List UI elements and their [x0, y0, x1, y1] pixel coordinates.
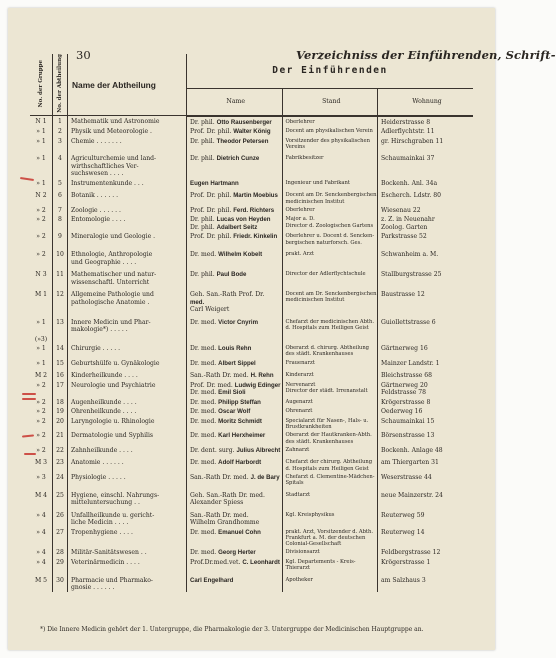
einfuehrender-name: Dr. med. Oscar Wolf: [187, 406, 283, 416]
gruppe-no: M 3: [30, 454, 53, 472]
einfuehrender-name: Dr. phil. Dietrich Cunze: [187, 150, 283, 178]
page-number: 30: [76, 48, 91, 62]
gruppe-no: » 1: [30, 150, 53, 178]
abtheilung-no: 10: [53, 246, 68, 266]
einfuehrender-stand: Kgl. Kreisphysikus: [282, 507, 378, 527]
einfuehrender-stand: Ohrenarzt: [282, 406, 378, 416]
abtheilung-name: Botanik . . . . . .: [68, 187, 187, 205]
einfuehrender-stand: Oberlehrer u. Docent d. Sencken- bergischen naturforsch. Ges.: [282, 231, 378, 246]
abtheilung-name: Allgemeine Pathologie und pathologische Anatomie .: [68, 286, 187, 314]
abtheilung-name: Mathematik und Astronomie: [68, 116, 187, 127]
abtheilung-no: 24: [53, 472, 68, 487]
einfuehrender-name: San.-Rath Dr. med. Wilhelm Grandhomme: [187, 507, 283, 527]
table-row: [30, 266, 473, 286]
einfuehrender-stand: prakt. Arzt, Vorsitzender d. Abth. Frankfurt a. M. der deutschen Colonial-Gesellschaft: [282, 527, 378, 548]
einfuehrender-wohnung: Bockenh. Anl. 34a: [381, 179, 438, 187]
page-title: Verzeichniss der Einführenden, Schrift-: [296, 48, 556, 62]
einfuehrender-name: Geh. San.-Rath Prof. Dr. med. Carl Weigert: [187, 286, 283, 314]
gruppe-no: » 2: [30, 445, 53, 455]
einfuehrender-wohnung: Schaumainkai 15: [381, 417, 435, 425]
einfuehrender-wohnung: Reuterweg 59: [381, 511, 425, 519]
einfuehrender-wohnung: gr. Hirschgraben 11: [381, 137, 444, 145]
einfuehrender-name: Dr. med. Moritz Schmidt: [187, 416, 283, 431]
einfuehrender-name: Prof. Dr. phil. Ferd. Richters: [187, 205, 283, 215]
gruppe-no: » 3: [30, 472, 53, 487]
red-pencil-mark: [22, 398, 36, 400]
einfuehrender-stand: Major a. D. Director d. Zoologischen Gartens: [282, 214, 378, 231]
table-row: [30, 472, 473, 487]
einfuehrender-wohnung: Heiderstrasse 8: [381, 118, 431, 126]
einfuehrender-stand: Zahnarzt: [282, 445, 378, 455]
einfuehrender-name: Dr. dent. surg. Julius Albrecht: [187, 445, 283, 455]
abtheilung-no: 7: [53, 205, 68, 215]
abtheilung-name: Militär-Sanitätswesen . .: [68, 547, 187, 557]
table-row: [30, 445, 473, 455]
einfuehrender-wohnung: Adlerflychtstr. 11: [381, 128, 435, 136]
abtheilung-name: Physik und Meteorologie .: [68, 126, 187, 136]
table-row: [30, 487, 473, 507]
table-row: [30, 334, 473, 344]
einfuehrender-wohnung: Bockenh. Anlage 48: [381, 446, 443, 454]
abtheilung-no: 9: [53, 231, 68, 246]
einfuehrender-name: San.-Rath Dr. med. J. de Bary: [187, 472, 283, 487]
einfuehrender-wohnung: Parkstrasse 52: [381, 233, 427, 241]
einfuehrender-stand: Augenarzt: [282, 397, 378, 407]
abtheilung-no: 14: [53, 343, 68, 358]
einfuehrender-name: Dr. med. Karl Herxheimer: [187, 430, 283, 445]
gruppe-no: » 2: [30, 205, 53, 215]
gruppe-no: » 4: [30, 557, 53, 572]
abtheilung-name: Ethnologie, Anthropologie und Geographie . . . .: [68, 246, 187, 266]
abtheilung-no: 29: [53, 557, 68, 572]
einfuehrender-stand: Frauenarzt: [282, 358, 378, 368]
table-row: [30, 430, 473, 445]
gruppe-no: (»3): [30, 334, 53, 344]
einfuehrender-wohnung: Weserstrasse 44: [381, 473, 432, 481]
einfuehrender-wohnung: Escherch. Ldstr. 80: [381, 192, 442, 200]
abtheilung-no: 4: [53, 150, 68, 178]
table-row: [30, 231, 473, 246]
table-row: [30, 527, 473, 548]
einfuehrender-stand: Ingenieur und Fabrikant: [282, 178, 378, 188]
gruppe-no: M 1: [30, 286, 53, 314]
registry-table: [30, 54, 473, 592]
einfuehrender-stand: Stadtarzt: [282, 487, 378, 507]
einfuehrender-wohnung: Wiesenau 22: [381, 206, 421, 214]
table-row: [30, 358, 473, 368]
table-row: [30, 150, 473, 178]
einfuehrender-wohnung: neue Mainzerstr. 24: [381, 491, 443, 499]
abtheilung-no: 12: [53, 286, 68, 314]
gruppe-no: N 2: [30, 187, 53, 205]
einfuehrender-name: [187, 334, 283, 344]
einfuehrender-name: Dr. med. Adolf Harbordt: [187, 454, 283, 472]
einfuehrender-wohnung: Gärtnerweg 16: [381, 345, 428, 353]
gruppe-no: N 3: [30, 266, 53, 286]
abtheilung-no: 2: [53, 126, 68, 136]
table-row: [30, 547, 473, 557]
abtheilung-no: 1: [53, 116, 68, 127]
header-stand: Stand: [282, 88, 378, 115]
table-row: [30, 572, 473, 592]
einfuehrender-name: Prof. Dr. phil. Martin Moebius: [187, 187, 283, 205]
table-row: [30, 214, 473, 231]
abtheilung-no: 6: [53, 187, 68, 205]
gruppe-no: » 2: [30, 416, 53, 431]
table-row: [30, 178, 473, 188]
einfuehrender-name: Dr. phil. Theodor Petersen: [187, 136, 283, 151]
einfuehrender-wohnung: Krögerstrasse 1: [381, 558, 431, 566]
einfuehrender-wohnung: Bleichstrasse 68: [381, 372, 432, 380]
einfuehrender-wohnung: Feldbergstrasse 12: [381, 549, 441, 557]
abtheilung-name: Physiologie . . . . .: [68, 472, 187, 487]
header-einfuehrenden: Der Einführenden: [187, 54, 474, 88]
einfuehrender-wohnung: Krögerstrasse 8: [381, 398, 431, 406]
table-row: [30, 116, 473, 127]
einfuehrender-wohnung: Oederweg 16: [381, 408, 423, 416]
einfuehrender-stand: Kinderarzt: [282, 367, 378, 380]
abtheilung-name: Tropenhygiene . . . .: [68, 527, 187, 548]
einfuehrender-wohnung: Reuterweg 14: [381, 528, 425, 536]
abtheilung-no: 17: [53, 380, 68, 397]
einfuehrender-wohnung: Gärtnerweg 20 Feldstrasse 78: [381, 381, 428, 397]
abtheilung-no: 8: [53, 214, 68, 231]
einfuehrender-stand: Docent am Dr. Senckenbergischen medicinischen Institut: [282, 286, 378, 314]
einfuehrender-name: Prof. Dr. phil. Friedr. Kinkelin: [187, 231, 283, 246]
einfuehrender-name: San.-Rath Dr. med. H. Rehn: [187, 367, 283, 380]
abtheilung-name: Instrumentenkunde . . .: [68, 178, 187, 188]
abtheilung-name: Laryngologie u. Rhinologie: [68, 416, 187, 431]
abtheilung-no: 18: [53, 397, 68, 407]
gruppe-no: » 2: [30, 397, 53, 407]
einfuehrender-stand: Oberarzt d. chirurg. Abtheilung des städt. Krankenhauses: [282, 343, 378, 358]
gruppe-no: » 1: [30, 358, 53, 368]
einfuehrender-stand: [282, 334, 378, 344]
einfuehrender-name: Dr. med. Philipp Steffan: [187, 397, 283, 407]
abtheilung-no: 16: [53, 367, 68, 380]
header-gruppe: No. der Gruppe: [30, 54, 53, 116]
red-pencil-mark: [24, 453, 36, 455]
einfuehrender-wohnung: Börsenstrasse 13: [381, 432, 435, 440]
table-row: [30, 187, 473, 205]
einfuehrender-wohnung: am Thiergarten 31: [381, 459, 439, 467]
gruppe-no: » 1: [30, 178, 53, 188]
red-pencil-mark: [22, 393, 36, 395]
header-abtheilung-no: No. der Abtheilung: [53, 54, 68, 116]
table-row: [30, 246, 473, 266]
gruppe-no: » 2: [30, 246, 53, 266]
table-row: [30, 507, 473, 527]
gruppe-no: » 1: [30, 343, 53, 358]
abtheilung-name: Neurologie und Psychiatrie: [68, 380, 187, 397]
abtheilung-name: Ohrenheilkunde . . . .: [68, 406, 187, 416]
einfuehrender-stand: Oberlehrer: [282, 116, 378, 127]
einfuehrender-wohnung: z. Z. in Neuenahr Zoolog. Garten: [381, 216, 435, 231]
gruppe-no: » 2: [30, 430, 53, 445]
abtheilung-no: 19: [53, 406, 68, 416]
einfuehrender-wohnung: Schwanheim a. M.: [381, 251, 439, 259]
gruppe-no: N 1: [30, 116, 53, 127]
einfuehrender-name: Dr. phil. Otto Rausenberger: [187, 116, 283, 127]
gruppe-no: » 1: [30, 136, 53, 151]
einfuehrender-wohnung: [378, 334, 474, 344]
gruppe-no: » 1: [30, 314, 53, 334]
gruppe-no: » 2: [30, 380, 53, 397]
table-row: [30, 367, 473, 380]
einfuehrender-name: Carl Engelhard: [187, 572, 283, 592]
einfuehrender-name: Dr. med. Albert Sippel: [187, 358, 283, 368]
einfuehrender-name: Dr. med. Louis Rehn: [187, 343, 283, 358]
gruppe-no: » 4: [30, 507, 53, 527]
einfuehrender-name: Dr. med. Georg Herter: [187, 547, 283, 557]
einfuehrender-name: Dr. phil. Paul Bode: [187, 266, 283, 286]
einfuehrender-stand: Chefarzt d. Clementine-Mädchen- Spitals: [282, 472, 378, 487]
footnote: *) Die Innere Medicin gehört der 1. Untergruppe, die Pharmakologie der 3. Untergruppe der Medicinischen Hauptgruppe an.: [40, 626, 424, 633]
abtheilung-name: Innere Medicin und Phar- makologie*) . . . . .: [68, 314, 187, 334]
abtheilung-no: 22: [53, 445, 68, 455]
einfuehrender-name: Dr. med. Emanuel Cohn: [187, 527, 283, 548]
gruppe-no: » 2: [30, 231, 53, 246]
einfuehrender-stand: Oberlehrer: [282, 205, 378, 215]
gruppe-no: » 2: [30, 406, 53, 416]
abtheilung-name: [68, 334, 187, 344]
einfuehrender-stand: Director der Adlerflychtschule: [282, 266, 378, 286]
header-wohnung: Wohnung: [378, 88, 474, 115]
abtheilung-name: Agriculturchemie und land- wirthschaftliches Ver- suchswesen . . . .: [68, 150, 187, 178]
einfuehrender-stand: Docent am Dr. Senckenbergischen medicinischen Institut: [282, 187, 378, 205]
abtheilung-name: Mineralogie und Geologie .: [68, 231, 187, 246]
abtheilung-no: 28: [53, 547, 68, 557]
table-row: [30, 286, 473, 314]
abtheilung-name: Zoologie . . . . . .: [68, 205, 187, 215]
abtheilung-name: Veterinärmedicin . . . .: [68, 557, 187, 572]
header-name-der-abtheilung: Name der Abtheilung: [68, 54, 187, 116]
abtheilung-no: 20: [53, 416, 68, 431]
abtheilung-name: Augenheilkunde . . . .: [68, 397, 187, 407]
einfuehrender-name: Dr. med. Victor Cnyrim: [187, 314, 283, 334]
einfuehrender-stand: Specialarzt für Nasen-, Hals- u. Brustkrankheiten: [282, 416, 378, 431]
abtheilung-name: Hygiene, einschl. Nahrungs- mitteluntersuchung . .: [68, 487, 187, 507]
gruppe-no: M 5: [30, 572, 53, 592]
table-row: [30, 314, 473, 334]
gruppe-no: » 4: [30, 527, 53, 548]
einfuehrender-name: Geh. San.-Rath Dr. med. Alexander Spiess: [187, 487, 283, 507]
einfuehrender-wohnung: Mainzer Landstr. 1: [381, 359, 440, 367]
einfuehrender-name: Eugen Hartmann: [187, 178, 283, 188]
einfuehrender-stand: Oberarzt der Hautkranken-Abth. des städt. Krankenhauses: [282, 430, 378, 445]
einfuehrender-name: Dr. med. Wilhelm Kobelt: [187, 246, 283, 266]
abtheilung-name: Geburtshülfe u. Gynäkologie: [68, 358, 187, 368]
abtheilung-no: 30: [53, 572, 68, 592]
abtheilung-no: 21: [53, 430, 68, 445]
einfuehrender-stand: Vorsitzender des physikalischen Vereins: [282, 136, 378, 151]
abtheilung-name: Zahnheilkunde . . . .: [68, 445, 187, 455]
einfuehrender-wohnung: Schaumainkai 37: [381, 155, 435, 163]
einfuehrender-stand: Chefarzt der chirurg. Abtheilung d. Hospitals zum Heiligen Geist: [282, 454, 378, 472]
abtheilung-name: Anatomie . . . . . .: [68, 454, 187, 472]
gruppe-no: » 4: [30, 547, 53, 557]
abtheilung-name: Chemie . . . . . . .: [68, 136, 187, 151]
abtheilung-name: Dermatologie und Syphilis: [68, 430, 187, 445]
table-row: [30, 454, 473, 472]
abtheilung-name: Chirurgie . . . . .: [68, 343, 187, 358]
einfuehrender-stand: Divisionsarzt: [282, 547, 378, 557]
abtheilung-no: 3: [53, 136, 68, 151]
table-row: [30, 557, 473, 572]
abtheilung-name: Mathematischer und natur- wissenschaftl. Unterricht: [68, 266, 187, 286]
abtheilung-no: 5: [53, 178, 68, 188]
einfuehrender-name: Prof.Dr.med.vet. C. Leonhardt: [187, 557, 283, 572]
einfuehrender-stand: Chefarzt der medicinischen Abth. d. Hospitals zum Heiligen Geist: [282, 314, 378, 334]
abtheilung-no: 13: [53, 314, 68, 334]
einfuehrender-wohnung: Baustrasse 12: [381, 291, 425, 299]
gruppe-no: M 2: [30, 367, 53, 380]
abtheilung-name: Pharmacie und Pharmako- gnosie . . . . . .: [68, 572, 187, 592]
einfuehrender-name: Dr. phil. Lucas von Heyden Dr. phil. Adalbert Seitz: [187, 214, 283, 231]
gruppe-no: » 1: [30, 126, 53, 136]
abtheilung-no: 15: [53, 358, 68, 368]
abtheilung-no: 26: [53, 507, 68, 527]
header-name: Name: [187, 88, 283, 115]
table-row: [30, 397, 473, 407]
einfuehrender-name: Prof. Dr. med. Ludwig Edinger Dr. med. Emil Sioli: [187, 380, 283, 397]
abtheilung-no: 25: [53, 487, 68, 507]
einfuehrender-stand: Kgl. Departements - Kreis- Thierarzt: [282, 557, 378, 572]
table-row: [30, 205, 473, 215]
abtheilung-name: Entomologie . . . .: [68, 214, 187, 231]
einfuehrender-stand: Fabrikbesitzer: [282, 150, 378, 178]
table-row: [30, 136, 473, 151]
einfuehrender-name: Prof. Dr. phil. Walter König: [187, 126, 283, 136]
abtheilung-no: 23: [53, 454, 68, 472]
abtheilung-no: [53, 334, 68, 344]
table-row: [30, 406, 473, 416]
einfuehrender-stand: Apotheker: [282, 572, 378, 592]
abtheilung-name: Unfallheilkunde u. gericht- liche Medicin . . . .: [68, 507, 187, 527]
table-row: [30, 416, 473, 431]
einfuehrender-wohnung: am Salzhaus 3: [381, 576, 426, 584]
einfuehrender-stand: prakt. Arzt: [282, 246, 378, 266]
table-row: [30, 343, 473, 358]
einfuehrender-stand: Nervenarzt Director der städt. Irrenanstalt: [282, 380, 378, 397]
gruppe-no: M 4: [30, 487, 53, 507]
einfuehrender-stand: Docent am physikalischen Verein: [282, 126, 378, 136]
einfuehrender-wohnung: Stallburgstrasse 25: [381, 271, 442, 279]
table-row: [30, 126, 473, 136]
gruppe-no: » 2: [30, 214, 53, 231]
abtheilung-no: 11: [53, 266, 68, 286]
einfuehrender-wohnung: Guiollettstrasse 6: [381, 318, 436, 326]
abtheilung-no: 27: [53, 527, 68, 548]
abtheilung-name: Kinderheilkunde . . . .: [68, 367, 187, 380]
table-row: [30, 380, 473, 397]
